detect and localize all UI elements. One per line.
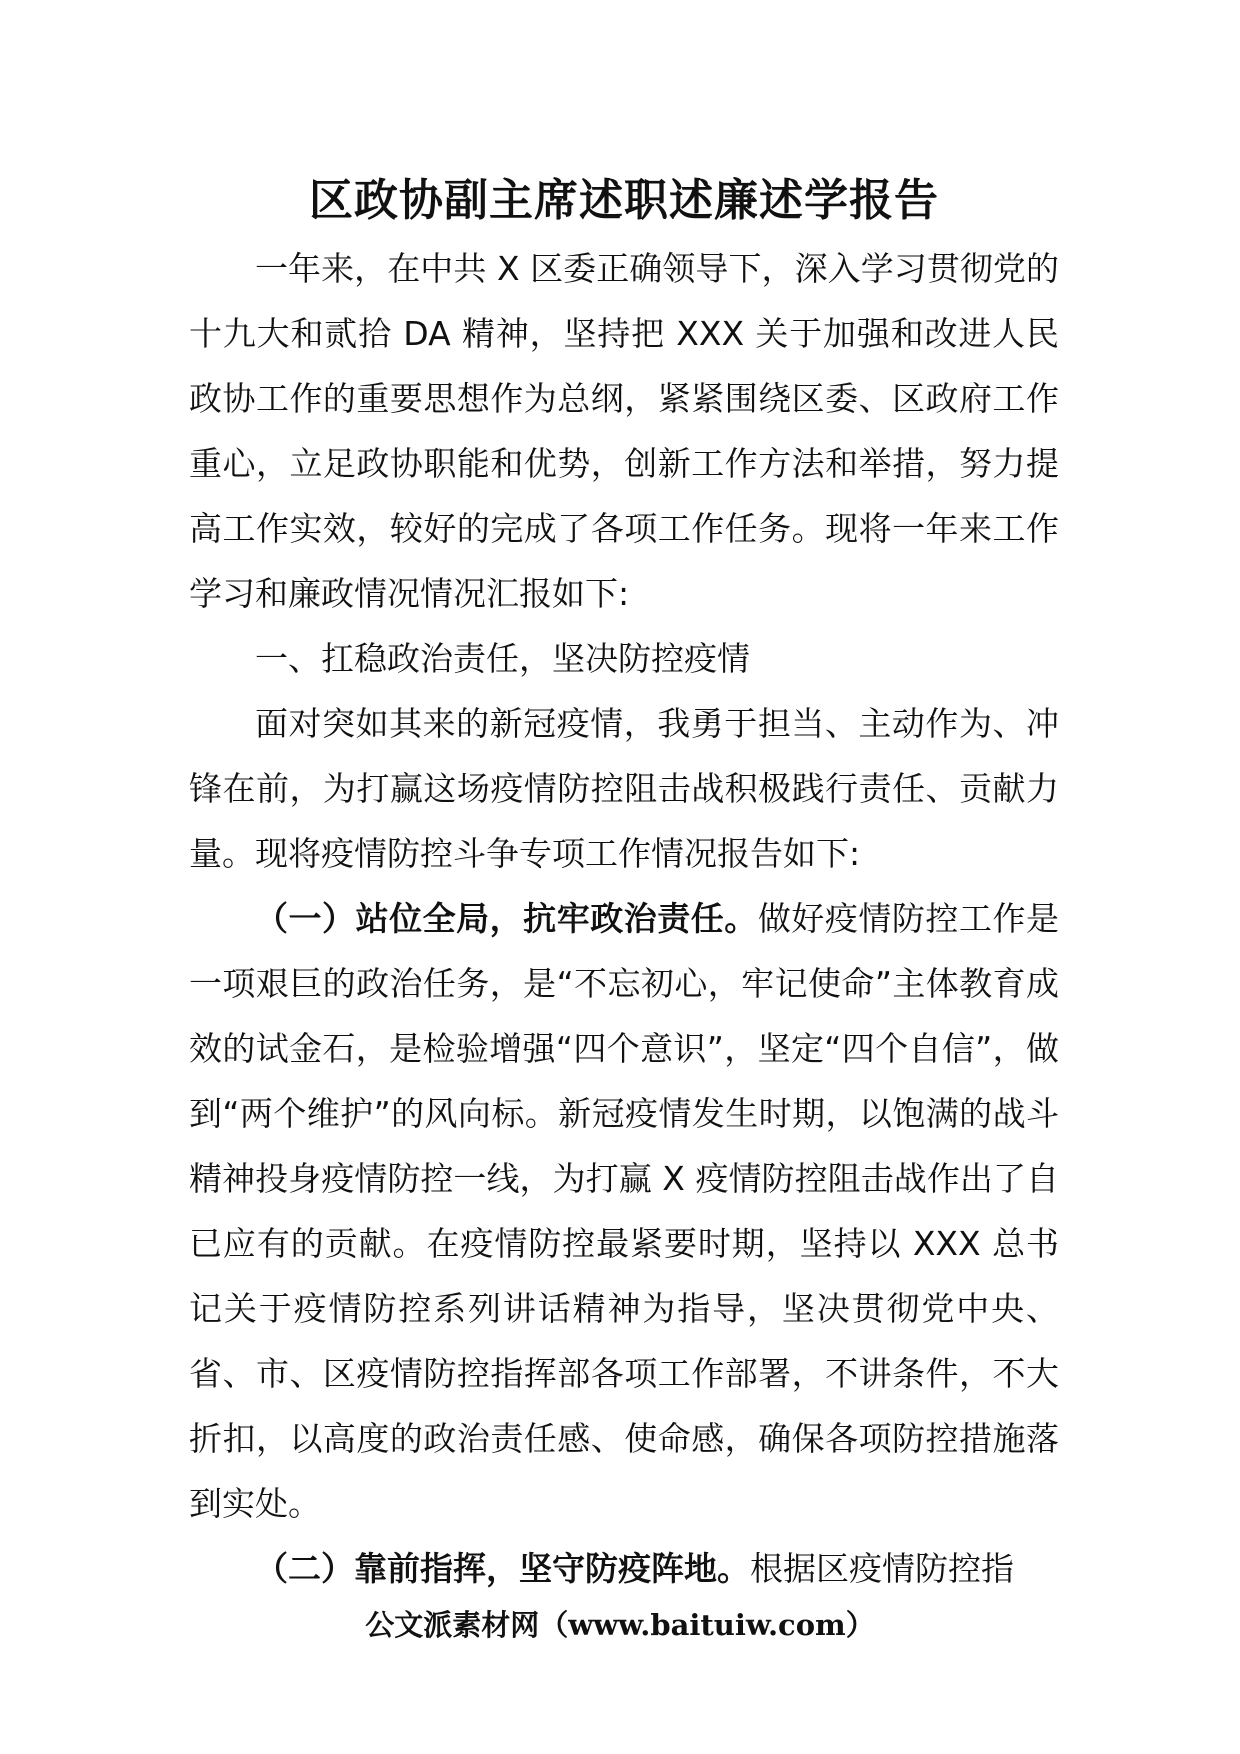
subsection-2-paragraph xyxy=(189,1536,1059,1601)
subsection-2-lead: （二）靠前指挥，坚守防疫阵地。 xyxy=(255,1549,750,1588)
subsection-1-text: 做好疫情防控工作是一项艰巨的政治任务，是“不忘初心，牢记使命”主体教育成效的试金石，是检验增强“四个意识”，坚定“四个自信”，做到“两个维护”的风向标。新冠疫情发生时期，以饱满的战斗精神投身疫情防控一线，为打赢 X 疫情防控阻击战作出了自已应有的贡献。在疫情防控最紧要时期，坚持以 XXX 总书记关于疫情防控系列讲话精神为指导，坚决贯彻党中央、省、市、区疫情防控指挥部各项工作部署，不讲条件，不大折扣，以高度的政治责任感、使命感，确保各项防控措施落到实处。 xyxy=(189,899,1060,1523)
section-heading: 一、扛稳政治责任，坚决防控疫情 xyxy=(255,639,750,678)
subsection-1-lead: （一）站位全局，抗牢政治责任。 xyxy=(255,899,758,938)
document-title: 区政协副主席述职述廉述学报告 xyxy=(309,175,939,226)
intro-paragraph: 一年来，在中共 X 区委正确领导下，深入学习贯彻党的十九大和贰拾 DA 精神，坚持把 XXX 关于加强和改进人民政协工作的重要思想作为总纲，紧紧围绕区委、区政府工作重心，立足政协职能和优势，创新工作方法和举措，努力提高工作实效，较好的完成了各项工作任务。现将一年来工作学习和廉政情况情况汇报如下: xyxy=(189,249,1059,613)
section-intro-paragraph: 面对突如其来的新冠疫情，我勇于担当、主动作为、冲锋在前，为打赢这场疫情防控阻击战积极践行责任、贡献力量。现将疫情防控斗争专项工作情况报告如下: xyxy=(189,704,1059,873)
document-body xyxy=(189,236,1059,1601)
subsection-1-paragraph xyxy=(189,886,1059,1536)
subsection-2-text: 根据区疫情防控指 xyxy=(750,1549,1014,1588)
footer-watermark: 公文派素材网（www.baituiw.com） xyxy=(365,1608,875,1642)
